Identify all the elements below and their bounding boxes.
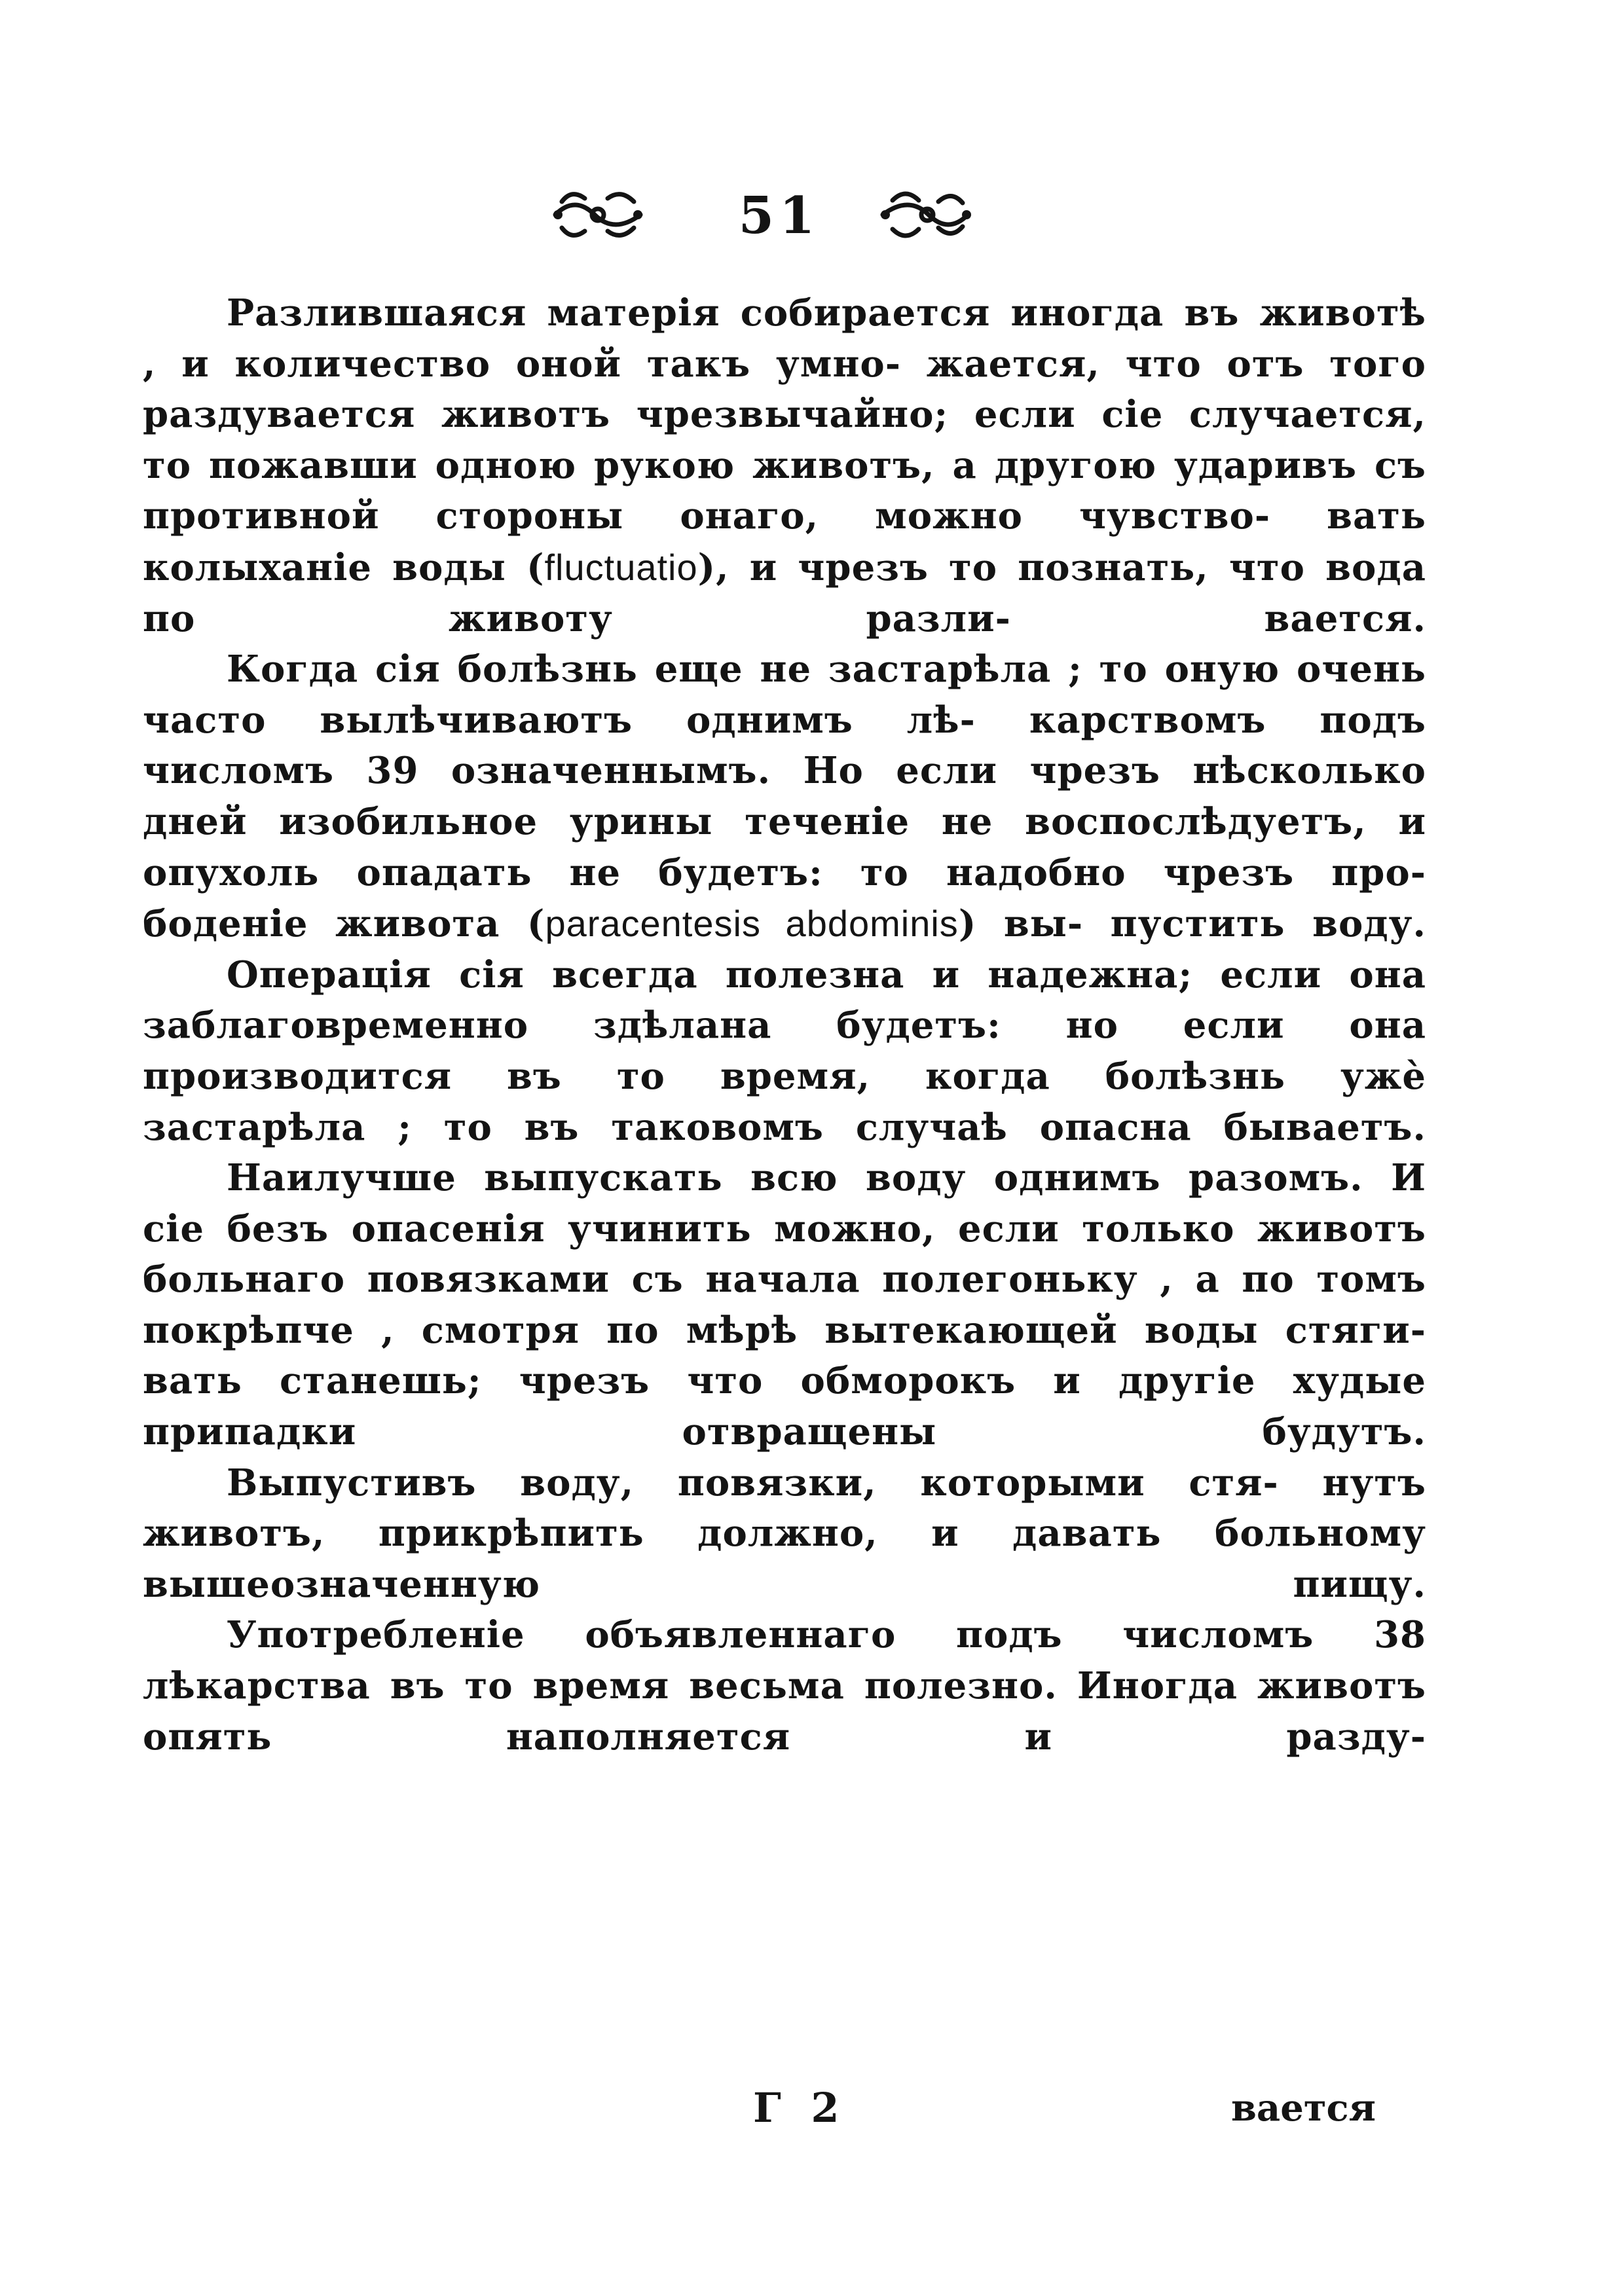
paragraph-6 <box>143 1610 1426 1762</box>
text-line: то познать, что вода по животу разли- <box>143 545 1426 640</box>
text-line: разомъ. И сіе безъ опасенія учинить можно, <box>143 1156 1426 1250</box>
text-line: въ животѣ , и количество оной такъ умно- <box>143 291 1427 386</box>
text-line: если она заблаговременно здѣлана будетъ: <box>143 953 1426 1048</box>
page-footer <box>0 2075 1624 2141</box>
text-line: Выпустивъ воду, повязки, которыми стя- <box>227 1461 1279 1504</box>
text-line: пустить воду. <box>1110 902 1427 946</box>
text-line: Употребленіе объявленнаго подъ числомъ <box>227 1613 1314 1657</box>
text-line: случаѣ опасна бываетъ. <box>855 1105 1427 1149</box>
text-line: Иногда животъ опять наполняется и разду- <box>143 1664 1426 1758</box>
text-line: Наилучше выпускать всю воду однимъ <box>227 1156 1161 1200</box>
text-line: смотря по мѣрѣ вытекающей воды стяги- <box>421 1308 1426 1352</box>
paragraph-4 <box>143 1153 1426 1458</box>
text-line: начала полегоньку , а по томъ покрѣпче , <box>143 1258 1426 1352</box>
text-line: худые припадки отвращены будутъ. <box>143 1359 1427 1454</box>
text-line-before-latin: вать колыханіе воды ( <box>143 494 1426 589</box>
paragraph-2 <box>143 644 1426 950</box>
latin-term: paracentesis abdominis <box>545 903 959 945</box>
text-line: вается. <box>1264 596 1426 640</box>
text-line: жается, что отъ того раздувается животъ <box>143 342 1426 437</box>
body-text <box>143 288 1426 1762</box>
paragraph-3 <box>143 950 1426 1153</box>
text-line: урины теченіе не воспослѣдуетъ, и опухоль <box>143 799 1427 894</box>
text-line: если только животъ больнаго повязками съ <box>143 1207 1427 1302</box>
text-line: Но если чрезъ нѣсколько дней изобильное <box>143 749 1426 843</box>
text-line: оную очень часто вылѣчиваютъ однимъ лѣ- <box>143 647 1426 742</box>
text-line: 38 лѣкарства въ то время весьма полезно. <box>143 1613 1427 1708</box>
text-line: нутъ животъ, прикрѣпить должно, и давать <box>143 1461 1426 1556</box>
catchword: вается <box>1231 2086 1376 2130</box>
text-line: опадать не будетъ: то надобно чрезъ про- <box>356 850 1426 894</box>
page-number: 51 <box>738 186 821 246</box>
paragraph-1 <box>143 288 1426 644</box>
fleuron-right-icon <box>876 182 974 247</box>
text-line: больному вышеозначенную пищу. <box>143 1512 1427 1606</box>
latin-term: fluctuatio <box>544 546 698 588</box>
text-line: но если она производится въ то время, когда <box>143 1004 1427 1098</box>
text-line: вать станешь; чрезъ что обморокъ и другіе <box>143 1359 1256 1403</box>
text-line: Операція сія всегда полезна и надежна; <box>227 953 1193 996</box>
text-line-after-latin: ), и чрезъ <box>697 545 929 589</box>
paragraph-5 <box>143 1458 1426 1611</box>
text-line: противной стороны онаго, можно чувство- <box>143 494 1271 538</box>
text-line-after-latin: ) вы- <box>958 902 1084 946</box>
text-line-before-latin: боденіе живота ( <box>143 902 545 946</box>
text-line: одною рукою животъ, а другою ударивъ съ <box>435 443 1426 487</box>
text-line: карствомъ подъ числомъ 39 означеннымъ. <box>143 698 1426 793</box>
page-header <box>0 177 1624 255</box>
text-line: чрезвычайно; если сіе случается, то пожавши <box>143 393 1427 487</box>
text-line: Разлившаяся матерія собирается иногда <box>227 291 1164 335</box>
fleuron-left-icon <box>549 182 647 247</box>
text-line: Когда сія болѣзнь еще не застарѣла ; то <box>227 647 1148 691</box>
signature-mark: Г 2 <box>753 2084 847 2132</box>
text-line: болѣзнь ужѐ застарѣла ; то въ таковомъ <box>143 1054 1426 1149</box>
